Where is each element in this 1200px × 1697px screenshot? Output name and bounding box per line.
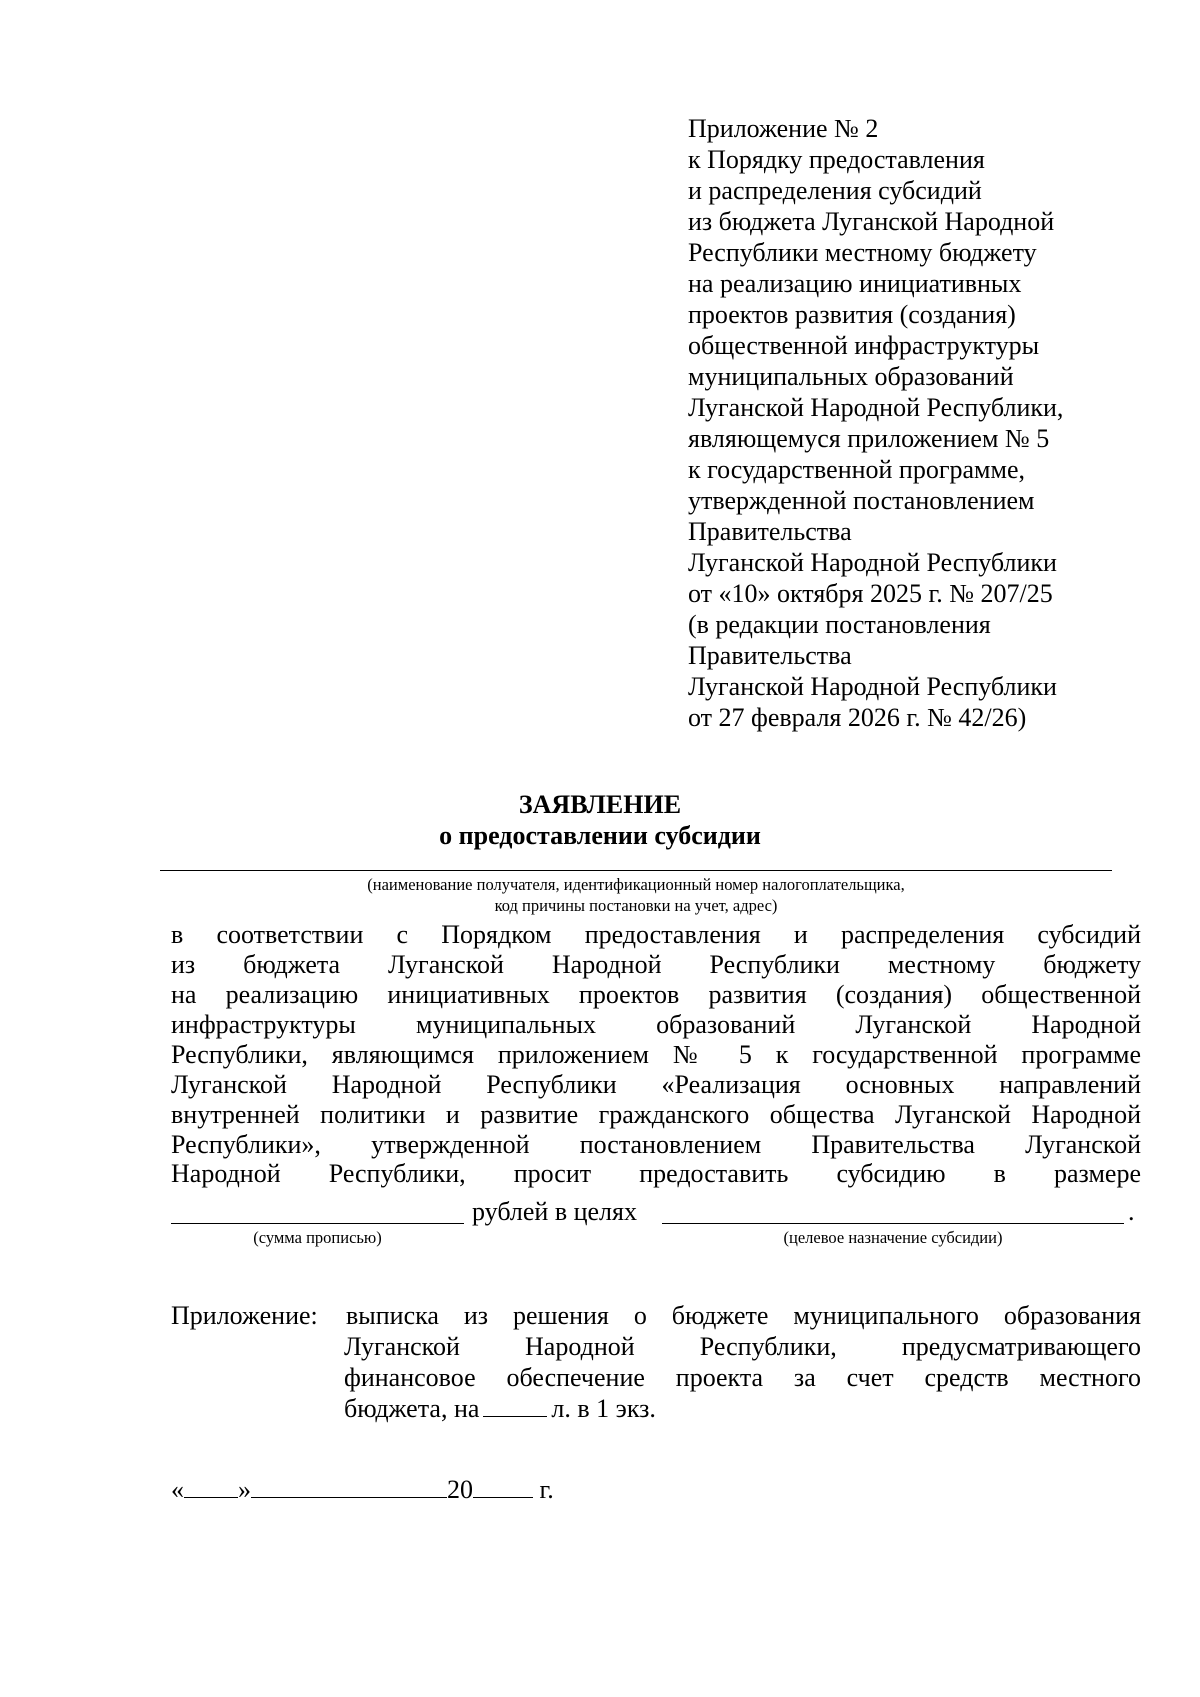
appendix-line: из бюджета Луганской Народной xyxy=(688,207,1055,236)
appendix-line: к Порядку предоставления xyxy=(688,145,985,174)
appendix-line: и распределения субсидий xyxy=(688,176,982,205)
body-line: на реализацию инициативных проектов развития (создания) общественной xyxy=(171,980,1141,1009)
annex-line: выписка из решения о бюджете муниципального образования xyxy=(346,1301,1141,1330)
body-line: Народной Республики, просит предоставить субсидию в размере xyxy=(171,1159,1141,1188)
year-prefix: 20 xyxy=(447,1475,473,1504)
date-row xyxy=(171,1474,554,1505)
appendix-line: на реализацию инициативных xyxy=(688,269,1022,298)
appendix-line: общественной инфраструктуры xyxy=(688,331,1040,360)
applicant-caption-line-2: код причины постановки на учет, адрес) xyxy=(494,896,778,915)
appendix-line: утвержденной постановлением xyxy=(688,486,1035,515)
end-punct: . xyxy=(1128,1197,1135,1226)
appendix-line: Луганской Народной Республики xyxy=(688,548,1057,577)
body-line: внутренней политики и развитие гражданского общества Луганской Народной xyxy=(171,1100,1141,1129)
amount-text: рублей в целях xyxy=(472,1197,637,1226)
applicant-fill-line xyxy=(160,870,1112,871)
year-suffix: г. xyxy=(539,1475,554,1504)
appendix-line: являющемуся приложением № 5 xyxy=(688,424,1050,453)
document-subtitle: о предоставлении субсидии xyxy=(439,821,761,850)
year-fill-line xyxy=(473,1475,533,1498)
appendix-line: от 27 февраля 2026 г. № 42/26) xyxy=(688,703,1027,732)
date-close-quote: » xyxy=(238,1475,251,1504)
pages-fill-line xyxy=(483,1394,547,1417)
amount-caption: (сумма прописью) xyxy=(253,1228,382,1247)
annex-line: Луганской Народной Республики, предусматривающего xyxy=(344,1332,1141,1361)
appendix-line: к государственной программе, xyxy=(688,455,1025,484)
body-line: Республики», утвержденной постановлением Правительства Луганской xyxy=(171,1130,1141,1159)
body-line: Республики, являющимся приложением № 5 к государственной программе xyxy=(171,1040,1141,1069)
appendix-line: (в редакции постановления xyxy=(688,610,991,639)
appendix-line: Правительства xyxy=(688,641,852,670)
appendix-line: Правительства xyxy=(688,517,852,546)
annex-label: Приложение: xyxy=(171,1301,318,1330)
appendix-line: Приложение № 2 xyxy=(688,114,879,143)
appendix-line: Луганской Народной Республики, xyxy=(688,393,1064,422)
annex-last-line xyxy=(344,1393,656,1424)
body-line: из бюджета Луганской Народной Республики местному бюджету xyxy=(171,950,1141,979)
amount-fill-line xyxy=(171,1199,464,1224)
goal-fill-line xyxy=(662,1199,1124,1224)
appendix-block xyxy=(688,113,1148,733)
annex-last-after: л. в 1 экз. xyxy=(551,1394,656,1423)
date-open-quote: « xyxy=(171,1475,184,1504)
day-fill-line xyxy=(184,1475,238,1498)
appendix-line: Луганской Народной Республики xyxy=(688,672,1057,701)
month-fill-line xyxy=(251,1475,447,1498)
document-title: ЗАЯВЛЕНИЕ xyxy=(518,790,682,819)
annex-last-before: бюджета, на xyxy=(344,1394,480,1423)
applicant-caption-line-1: (наименование получателя, идентификационный номер налогоплательщика, xyxy=(367,875,905,894)
goal-caption: (целевое назначение субсидии) xyxy=(783,1228,1003,1247)
amount-row xyxy=(171,1197,1141,1227)
body-line: Луганской Народной Республики «Реализация основных направлений xyxy=(171,1070,1141,1099)
annex-line: финансовое обеспечение проекта за счет средств местного xyxy=(344,1363,1141,1392)
appendix-line: муниципальных образований xyxy=(688,362,1014,391)
appendix-line: Республики местному бюджету xyxy=(688,238,1037,267)
appendix-line: проектов развития (создания) xyxy=(688,300,1016,329)
body-line: инфраструктуры муниципальных образований Луганской Народной xyxy=(171,1010,1141,1039)
body-line: в соответствии с Порядком предоставления и распределения субсидий xyxy=(171,920,1141,949)
appendix-line: от «10» октября 2025 г. № 207/25 xyxy=(688,579,1053,608)
